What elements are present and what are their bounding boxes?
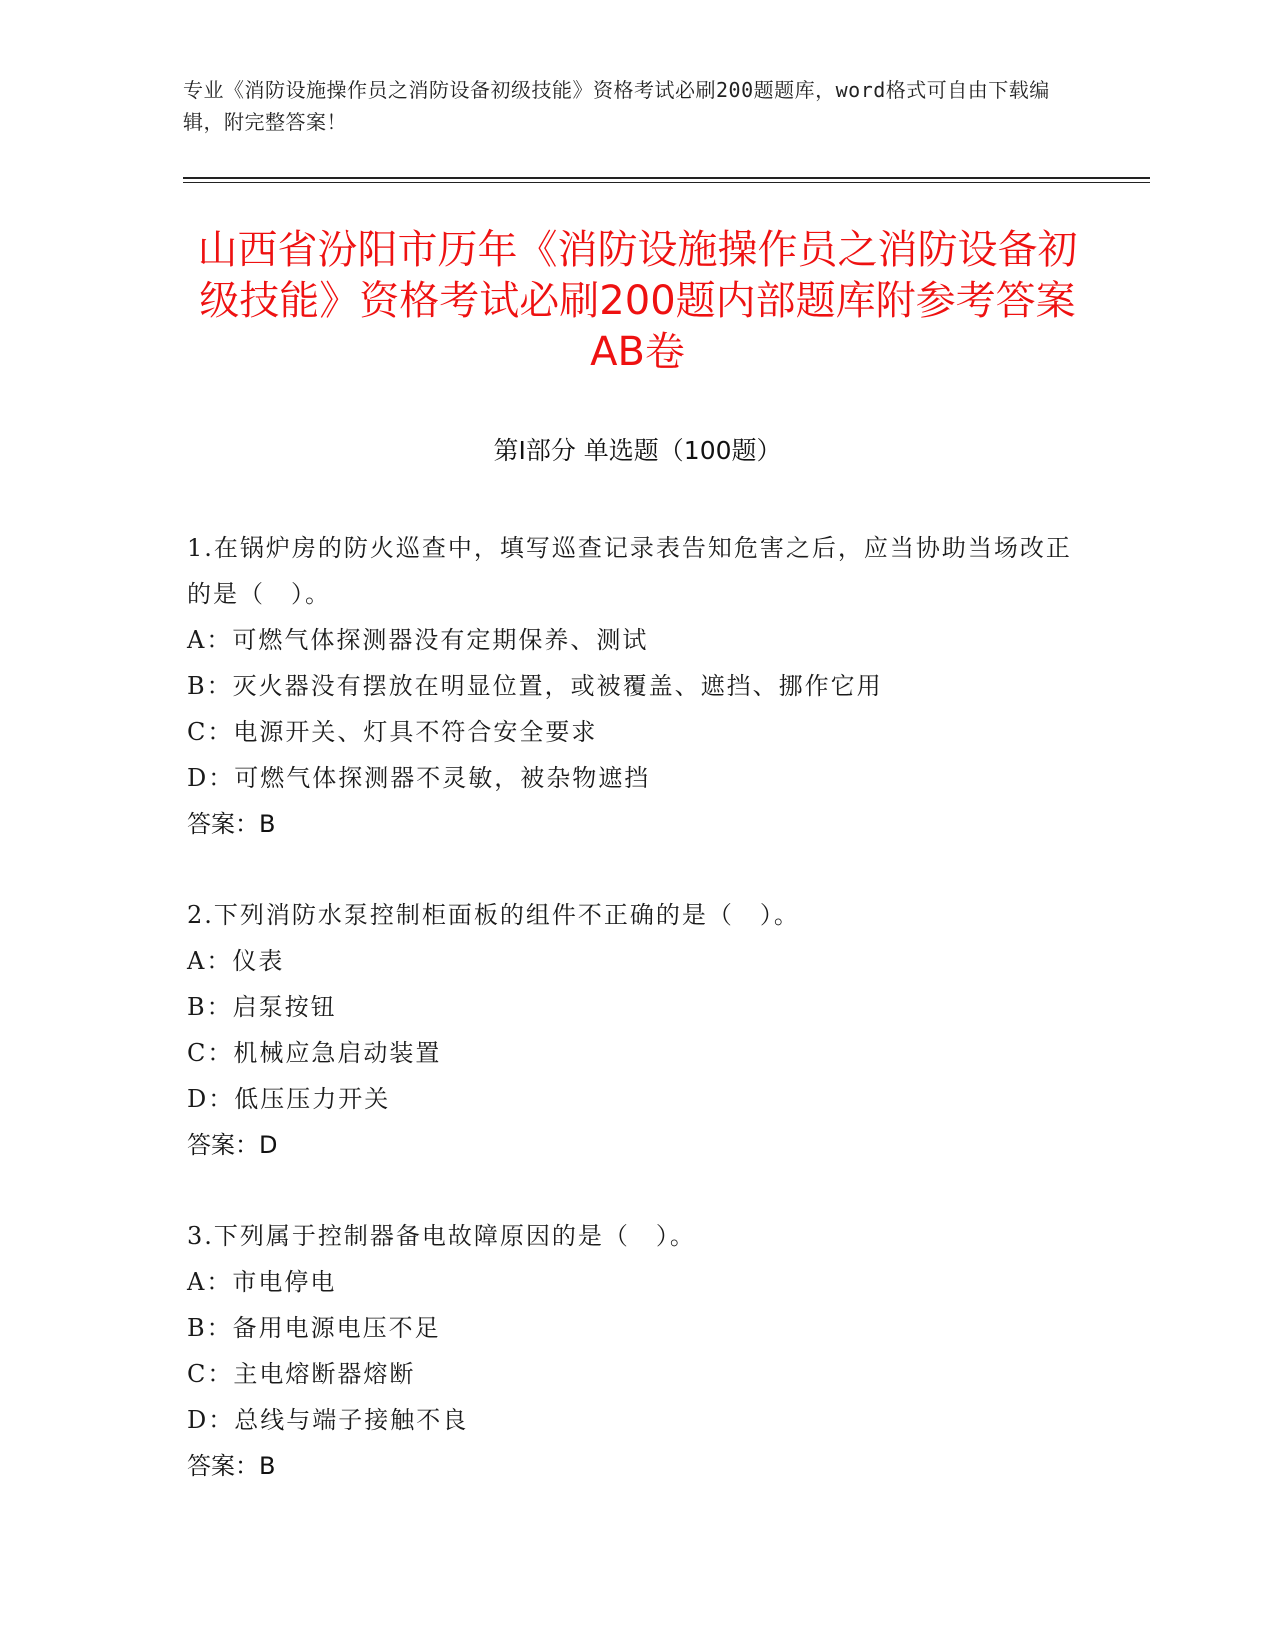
option-c: C：主电熔断器熔断 bbox=[187, 1360, 416, 1388]
header-divider-thick bbox=[183, 177, 1150, 179]
question-1 bbox=[187, 525, 1087, 847]
option-b: B：灭火器没有摆放在明显位置，或被覆盖、遮挡、挪作它用 bbox=[187, 672, 883, 700]
question-3 bbox=[187, 1213, 1087, 1489]
question-stem: 2.下列消防水泵控制柜面板的组件不正确的是（ ）。 bbox=[187, 901, 800, 929]
option-b: B：启泵按钮 bbox=[187, 993, 337, 1021]
document-title: 山西省汾阳市历年《消防设施操作员之消防设备初级技能》资格考试必刷200题内部题库附参考答案AB卷 bbox=[197, 227, 1078, 375]
header-divider-thin bbox=[183, 182, 1150, 183]
option-c: C：机械应急启动装置 bbox=[187, 1039, 442, 1067]
answer: 答案：B bbox=[187, 1452, 276, 1480]
answer: 答案：B bbox=[187, 810, 276, 838]
option-c: C：电源开关、灯具不符合安全要求 bbox=[187, 718, 598, 746]
option-a: A：仪表 bbox=[187, 947, 285, 975]
answer: 答案：D bbox=[187, 1131, 278, 1159]
option-b: B：备用电源电压不足 bbox=[187, 1314, 441, 1342]
section-title: 第Ⅰ部分 单选题（100题） bbox=[493, 436, 782, 465]
question-stem: 1.在锅炉房的防火巡查中，填写巡查记录表告知危害之后，应当协助当场改正的是（ ）。 bbox=[187, 534, 1072, 608]
question-stem: 3.下列属于控制器备电故障原因的是（ ）。 bbox=[187, 1222, 696, 1250]
option-a: A：市电停电 bbox=[187, 1268, 337, 1296]
option-a: A：可燃气体探测器没有定期保养、测试 bbox=[187, 626, 649, 654]
question-2 bbox=[187, 892, 1087, 1168]
option-d: D：总线与端子接触不良 bbox=[187, 1406, 469, 1434]
option-d: D：低压压力开关 bbox=[187, 1085, 391, 1113]
question-list bbox=[187, 525, 1087, 1534]
header-note: 专业《消防设施操作员之消防设备初级技能》资格考试必刷200题题库，word格式可自由下载编辑，附完整答案！ bbox=[183, 78, 1050, 134]
option-d: D：可燃气体探测器不灵敏，被杂物遮挡 bbox=[187, 764, 651, 792]
